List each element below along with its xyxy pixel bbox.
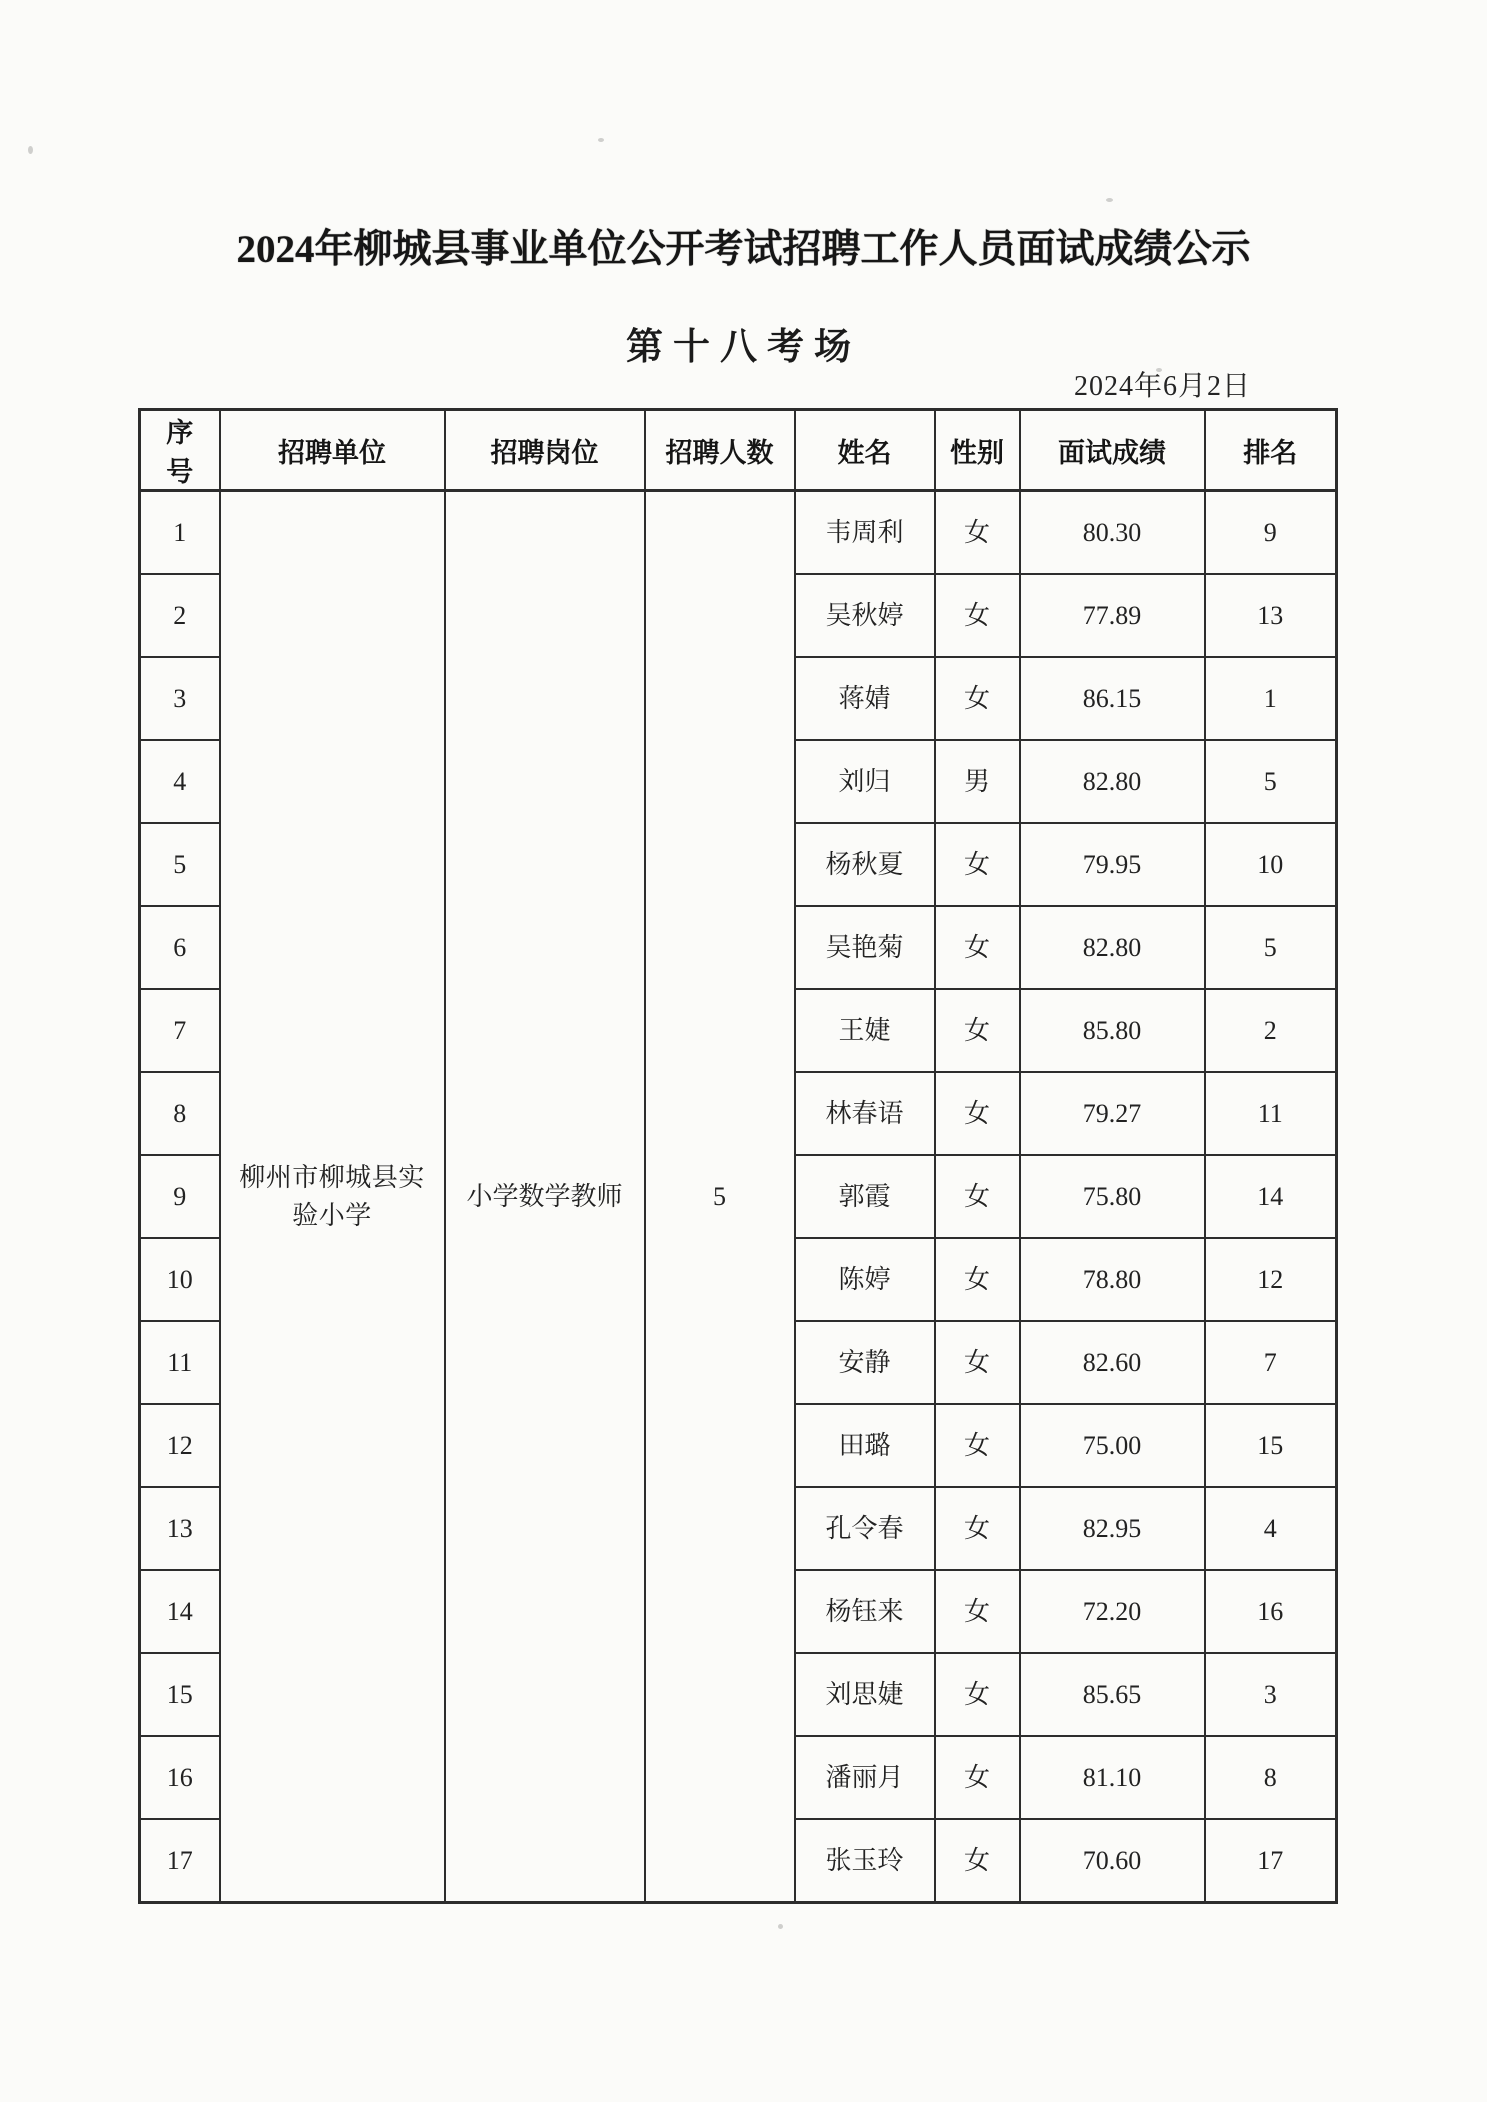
cell-gender: 女 — [935, 1653, 1020, 1736]
cell-name: 潘丽月 — [795, 1736, 935, 1819]
page-title: 2024年柳城县事业单位公开考试招聘工作人员面试成绩公示 — [236, 228, 1251, 271]
cell-name: 陈婷 — [795, 1238, 935, 1321]
cell-gender: 女 — [935, 1736, 1020, 1819]
header-name: 姓名 — [795, 410, 935, 491]
scan-speck — [1106, 198, 1113, 202]
scan-speck — [28, 146, 33, 154]
cell-serial-number: 15 — [140, 1653, 220, 1736]
cell-gender: 女 — [935, 1321, 1020, 1404]
cell-rank: 12 — [1205, 1238, 1337, 1321]
cell-gender: 女 — [935, 1487, 1020, 1570]
scan-speck — [778, 1924, 783, 1929]
cell-interview-score: 75.00 — [1020, 1404, 1205, 1487]
cell-serial-number: 12 — [140, 1404, 220, 1487]
cell-serial-number: 4 — [140, 740, 220, 823]
cell-rank: 1 — [1205, 657, 1337, 740]
cell-rank: 11 — [1205, 1072, 1337, 1155]
cell-interview-score: 78.80 — [1020, 1238, 1205, 1321]
cell-interview-score: 70.60 — [1020, 1819, 1205, 1903]
cell-interview-score: 82.80 — [1020, 740, 1205, 823]
cell-gender: 女 — [935, 906, 1020, 989]
header-recruit-unit: 招聘单位 — [220, 410, 445, 491]
cell-rank: 5 — [1205, 906, 1337, 989]
cell-gender: 女 — [935, 989, 1020, 1072]
cell-rank: 2 — [1205, 989, 1337, 1072]
cell-interview-score: 82.95 — [1020, 1487, 1205, 1570]
cell-serial-number: 3 — [140, 657, 220, 740]
cell-rank: 4 — [1205, 1487, 1337, 1570]
header-interview-score: 面试成绩 — [1020, 410, 1205, 491]
cell-rank: 17 — [1205, 1819, 1337, 1903]
cell-rank: 9 — [1205, 491, 1337, 575]
cell-name: 王婕 — [795, 989, 935, 1072]
cell-name: 林春语 — [795, 1072, 935, 1155]
cell-gender: 女 — [935, 1072, 1020, 1155]
cell-interview-score: 81.10 — [1020, 1736, 1205, 1819]
cell-serial-number: 2 — [140, 574, 220, 657]
cell-rank: 14 — [1205, 1155, 1337, 1238]
cell-interview-score: 80.30 — [1020, 491, 1205, 575]
cell-name: 刘思婕 — [795, 1653, 935, 1736]
page-subtitle: 第十八考场 — [626, 327, 861, 368]
header-gender: 性别 — [935, 410, 1020, 491]
cell-interview-score: 85.80 — [1020, 989, 1205, 1072]
cell-interview-score: 79.27 — [1020, 1072, 1205, 1155]
cell-gender: 女 — [935, 1238, 1020, 1321]
cell-name: 张玉玲 — [795, 1819, 935, 1903]
cell-serial-number: 1 — [140, 491, 220, 575]
cell-interview-score: 82.60 — [1020, 1321, 1205, 1404]
cell-serial-number: 14 — [140, 1570, 220, 1653]
cell-rank: 15 — [1205, 1404, 1337, 1487]
cell-interview-score: 82.80 — [1020, 906, 1205, 989]
cell-rank: 8 — [1205, 1736, 1337, 1819]
cell-gender: 女 — [935, 1155, 1020, 1238]
cell-gender: 男 — [935, 740, 1020, 823]
cell-rank: 10 — [1205, 823, 1337, 906]
cell-name: 刘归 — [795, 740, 935, 823]
cell-name: 郭霞 — [795, 1155, 935, 1238]
cell-recruit-position: 小学数学教师 — [445, 491, 645, 1903]
cell-recruit-unit: 柳州市柳城县实验小学 — [220, 491, 445, 1903]
cell-interview-score: 77.89 — [1020, 574, 1205, 657]
cell-serial-number: 7 — [140, 989, 220, 1072]
cell-interview-score: 85.65 — [1020, 1653, 1205, 1736]
cell-name: 孔令春 — [795, 1487, 935, 1570]
cell-gender: 女 — [935, 1570, 1020, 1653]
cell-serial-number: 16 — [140, 1736, 220, 1819]
cell-name: 韦周利 — [795, 491, 935, 575]
table-row — [140, 491, 1337, 575]
header-recruit-position: 招聘岗位 — [445, 410, 645, 491]
interview-score-table — [138, 408, 1338, 1904]
cell-name: 蒋婧 — [795, 657, 935, 740]
cell-name: 杨秋夏 — [795, 823, 935, 906]
table-header-row — [140, 410, 1337, 491]
cell-rank: 5 — [1205, 740, 1337, 823]
cell-rank: 3 — [1205, 1653, 1337, 1736]
cell-interview-score: 86.15 — [1020, 657, 1205, 740]
cell-name: 安静 — [795, 1321, 935, 1404]
cell-name: 杨钰来 — [795, 1570, 935, 1653]
cell-interview-score: 79.95 — [1020, 823, 1205, 906]
cell-interview-score: 72.20 — [1020, 1570, 1205, 1653]
cell-gender: 女 — [935, 657, 1020, 740]
cell-serial-number: 13 — [140, 1487, 220, 1570]
cell-name: 吴艳菊 — [795, 906, 935, 989]
cell-gender: 女 — [935, 1404, 1020, 1487]
header-serial-number: 序号 — [140, 410, 220, 491]
cell-rank: 13 — [1205, 574, 1337, 657]
cell-gender: 女 — [935, 574, 1020, 657]
cell-name: 吴秋婷 — [795, 574, 935, 657]
cell-serial-number: 10 — [140, 1238, 220, 1321]
cell-gender: 女 — [935, 823, 1020, 906]
cell-serial-number: 11 — [140, 1321, 220, 1404]
cell-serial-number: 17 — [140, 1819, 220, 1903]
cell-serial-number: 9 — [140, 1155, 220, 1238]
cell-gender: 女 — [935, 1819, 1020, 1903]
cell-serial-number: 6 — [140, 906, 220, 989]
cell-name: 田璐 — [795, 1404, 935, 1487]
cell-rank: 7 — [1205, 1321, 1337, 1404]
header-headcount: 招聘人数 — [645, 410, 795, 491]
cell-serial-number: 5 — [140, 823, 220, 906]
cell-interview-score: 75.80 — [1020, 1155, 1205, 1238]
date-label: 2024年6月2日 — [1073, 371, 1251, 402]
cell-serial-number: 8 — [140, 1072, 220, 1155]
cell-gender: 女 — [935, 491, 1020, 575]
scan-speck — [598, 138, 604, 142]
cell-headcount: 5 — [645, 491, 795, 1903]
cell-rank: 16 — [1205, 1570, 1337, 1653]
header-rank: 排名 — [1205, 410, 1337, 491]
